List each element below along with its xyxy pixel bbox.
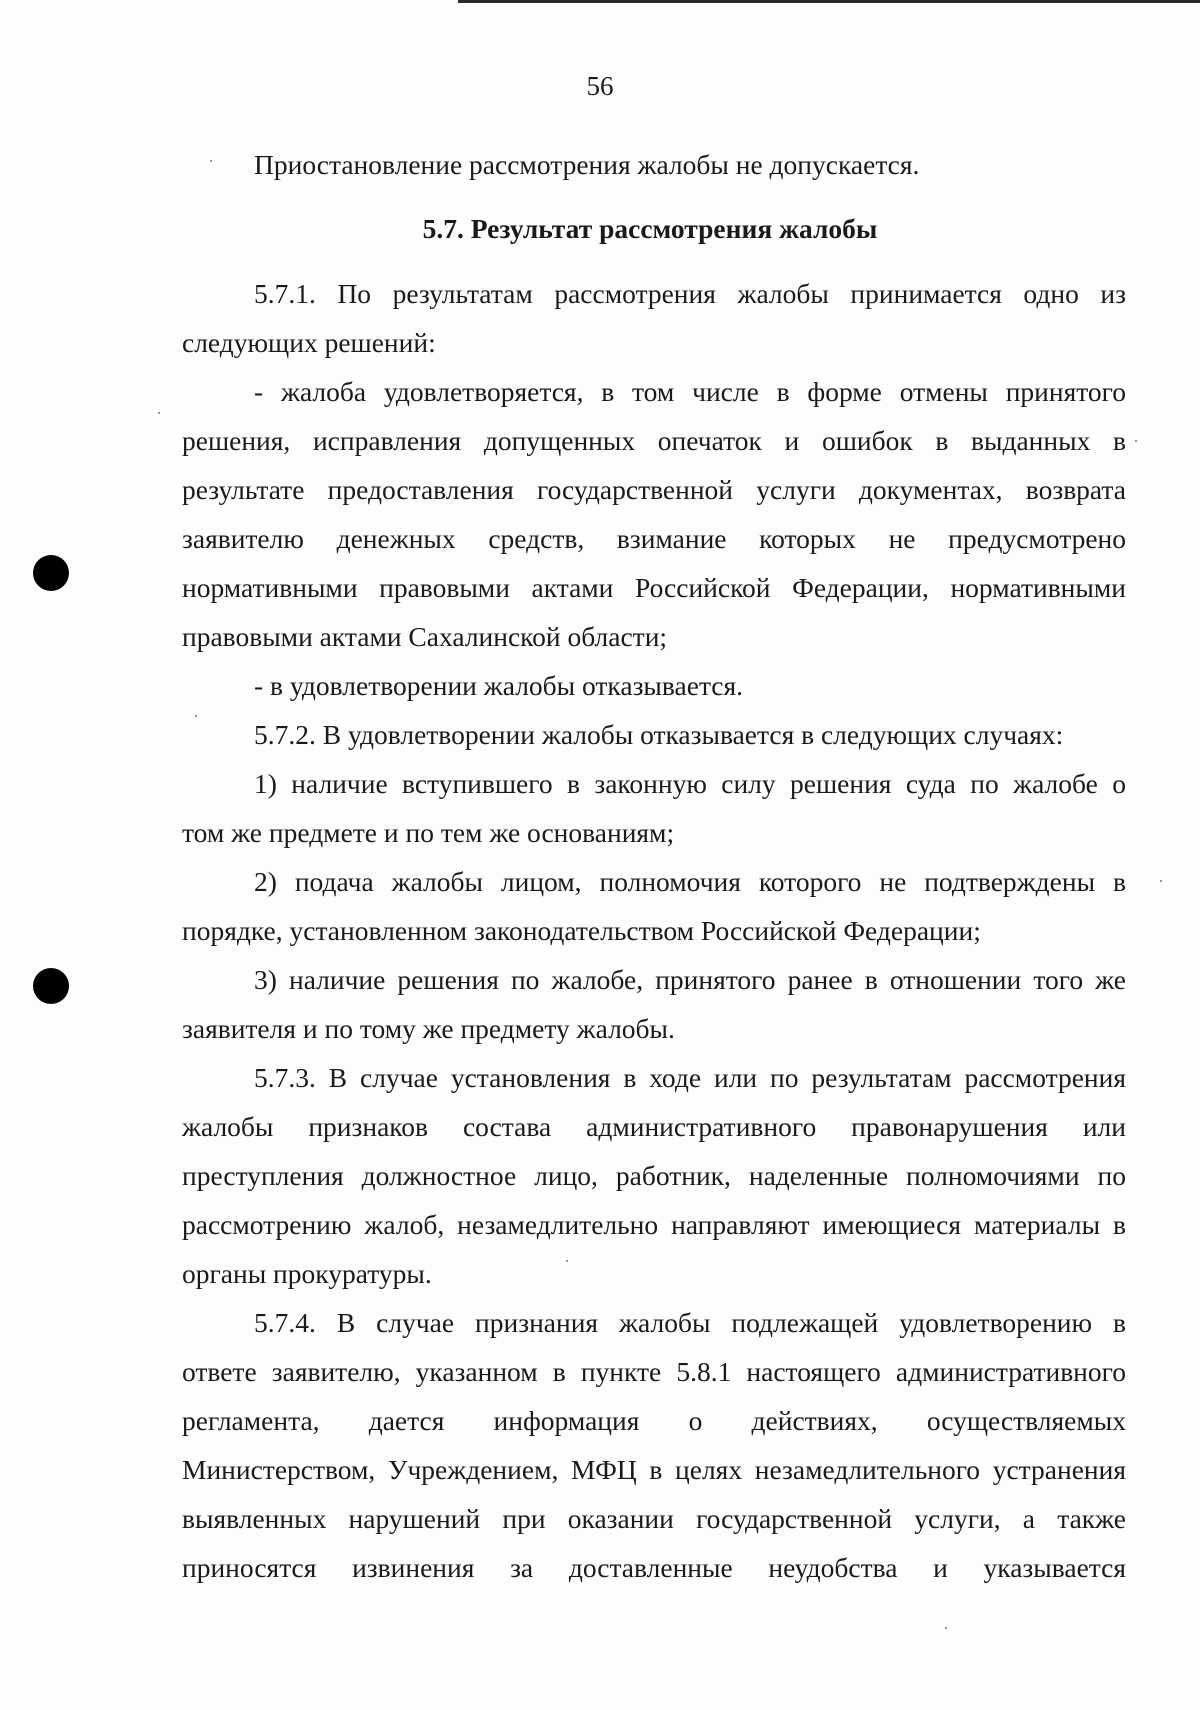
case-item-line: заявителя и по тому же предмету жалобы.	[182, 1013, 675, 1044]
scan-speck	[1160, 880, 1162, 882]
case-item-line: 1) наличие вступившего в законную силу решения суда по жалобе о	[254, 768, 1126, 799]
scan-speck	[1135, 440, 1137, 442]
intro-line: Приостановление рассмотрения жалобы не допускается.	[254, 149, 920, 180]
case-item-line: 3) наличие решения по жалобе, принятого ранее в отношении того же	[254, 964, 1126, 995]
list-item-line: правовыми актами Сахалинской области;	[182, 621, 668, 652]
list-item-line: решения, исправления допущенных опечаток и ошибок в выданных в	[182, 425, 1126, 456]
para-5-7-4-line: выявленных нарушений при оказании государственной услуги, а также	[182, 1503, 1126, 1534]
para-5-7-4-line: приносятся извинения за доставленные неудобства и указывается	[182, 1552, 1126, 1583]
case-item-line: том же предмете и по тем же основаниям;	[182, 817, 675, 848]
para-5-7-3-line: преступления должностное лицо, работник, наделенные полномочиями по	[182, 1160, 1126, 1191]
para-5-7-3-line: жалобы признаков состава административного правонарушения или	[182, 1111, 1126, 1142]
case-item-line: порядке, установленном законодательством Российской Федерации;	[182, 915, 981, 946]
list-item-line: - в удовлетворении жалобы отказывается.	[254, 670, 744, 701]
list-item-line: результате предоставления государственной услуги документах, возврата	[182, 474, 1126, 505]
scan-speck	[158, 412, 160, 414]
para-5-7-3-line: рассмотрению жалоб, незамедлительно направляют имеющиеся материалы в	[182, 1209, 1126, 1240]
list-item-line: нормативными правовыми актами Российской Федерации, нормативными	[182, 572, 1126, 603]
scan-speck	[945, 1627, 947, 1629]
intro-paragraph	[182, 140, 1126, 189]
para-5-7-3-line: органы прокуратуры.	[182, 1258, 432, 1289]
punch-hole-upper	[33, 555, 69, 591]
top-border-line	[458, 0, 1200, 3]
case-item-line: 2) подача жалобы лицом, полномочия которого не подтверждены в	[254, 866, 1126, 897]
list-item-line: заявителю денежных средств, взимание которых не предусмотрено	[182, 523, 1126, 554]
page-number: 56	[586, 71, 614, 101]
body-text	[182, 269, 1126, 1592]
para-5-7-4-line: регламента, дается информация о действиях, осуществляемых	[182, 1405, 1126, 1436]
list-item-line: - жалоба удовлетворяется, в том числе в форме отмены принятого	[254, 376, 1126, 407]
para-5-7-1-line: следующих решений:	[182, 327, 436, 358]
punch-hole-lower	[33, 968, 69, 1004]
para-5-7-4-line: ответе заявителю, указанном в пункте 5.8.1 настоящего административного	[182, 1356, 1126, 1387]
para-5-7-4-line: 5.7.4. В случае признания жалобы подлежащей удовлетворению в	[254, 1307, 1126, 1338]
section-heading: 5.7. Результат рассмотрения жалобы	[422, 213, 878, 244]
para-5-7-3-line: 5.7.3. В случае установления в ходе или по результатам рассмотрения	[254, 1062, 1126, 1093]
para-5-7-1-line: 5.7.1. По результатам рассмотрения жалобы принимается одно из	[254, 278, 1126, 309]
para-5-7-2-line: 5.7.2. В удовлетворении жалобы отказывается в следующих случаях:	[254, 719, 1064, 750]
para-5-7-4-line: Министерством, Учреждением, МФЦ в целях незамедлительного устранения	[182, 1454, 1126, 1485]
